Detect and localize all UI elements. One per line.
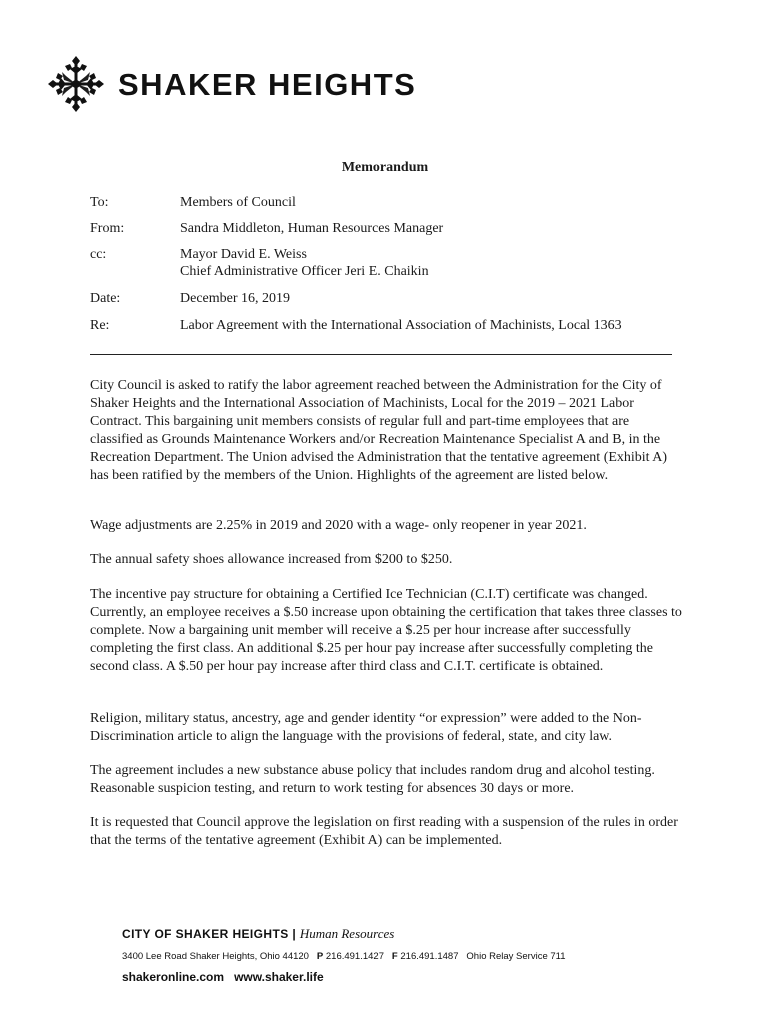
footer-fax-label: F (391, 951, 398, 962)
footer-phone: 216.491.1427 (325, 951, 384, 962)
header-label: cc: (90, 247, 107, 262)
letterhead-footer (122, 926, 566, 984)
snowflake-leaf-icon (44, 52, 108, 116)
body-paragraph: The agreement includes a new substance abuse policy that includes random drug and alcohol testing. Reasonable suspicion testing, and return to work testing for absences 30 days or more. (90, 763, 655, 796)
header-label: To: (90, 195, 109, 210)
footer-contact-line (122, 951, 566, 962)
memo-title: Memorandum (341, 160, 429, 175)
footer-dept: Human Resources (299, 926, 395, 941)
header-divider (90, 354, 672, 355)
body-paragraph: It is requested that Council approve the legislation on first reading with a suspension of the rules in order that the terms of the tentative agreement (Exhibit A) can be implemented. (90, 815, 678, 848)
body-paragraph: Religion, military status, ancestry, age and gender identity “or expression” were added to the Non-Discrimination article to align the language with the provisions of federal, state, and city law. (90, 711, 642, 744)
footer-phone-label: P (316, 951, 324, 962)
body-paragraph: The annual safety shoes allowance increased from $200 to $250. (90, 552, 453, 567)
footer-separator: | (292, 927, 297, 941)
body-paragraph: City Council is asked to ratify the labor agreement reached between the Administration for the City of Shaker Heights and the International Association of Machinists, Local for the 2019 – 2021 Labor Contract. This bargaining unit members consists of regular full and part-time employees that are classified as Grounds Maintenance Workers and/or Recreation Maintenance Specialist A and B, in the Recreation Department. The Union advised the Administration that the tentative agreement (Exhibit A) has been ratified by the members of the Union. Highlights of the agreement are listed below. (90, 378, 668, 483)
footer-relay: Ohio Relay Service 711 (466, 951, 566, 962)
footer-address: 3400 Lee Road Shaker Heights, Ohio 44120 (122, 951, 309, 962)
body-paragraph: Wage adjustments are 2.25% in 2019 and 2020 with a wage- only reopener in year 2021. (90, 518, 587, 533)
shaker-heights-logo (44, 52, 416, 116)
body-paragraph: The incentive pay structure for obtaining a Certified Ice Technician (C.I.T) certificate was changed. Currently, an employee receives a $.50 increase upon obtaining the certification that takes three classes to complete. Now a bargaining unit member will receive a $.25 per hour increase after successfully completing the first class. An additional $.25 per hour pay increase after successfully completing the second class. A $.50 per hour pay increase after third class and C.I.T. certificate is obtained. (90, 587, 682, 674)
header-value: Labor Agreement with the International Association of Machinists, Local 1363 (180, 318, 622, 333)
footer-web-1: shakeronline.com (122, 970, 225, 984)
logo-wordmark: SHAKER HEIGHTS (118, 66, 417, 102)
header-value: Chief Administrative Officer Jeri E. Chaikin (180, 264, 429, 279)
header-value: Mayor David E. Weiss (180, 247, 307, 262)
header-value: December 16, 2019 (180, 291, 291, 306)
header-label: Re: (90, 318, 110, 333)
header-label: Date: (90, 291, 121, 306)
footer-org: CITY OF SHAKER HEIGHTS (122, 927, 289, 941)
footer-web-line (122, 970, 566, 984)
footer-web-2: www.shaker.life (234, 970, 324, 984)
header-label: From: (90, 221, 125, 236)
header-value: Sandra Middleton, Human Resources Manager (180, 221, 444, 236)
footer-fax: 216.491.1487 (400, 951, 459, 962)
footer-org-line (122, 926, 566, 942)
header-value: Members of Council (180, 195, 296, 210)
